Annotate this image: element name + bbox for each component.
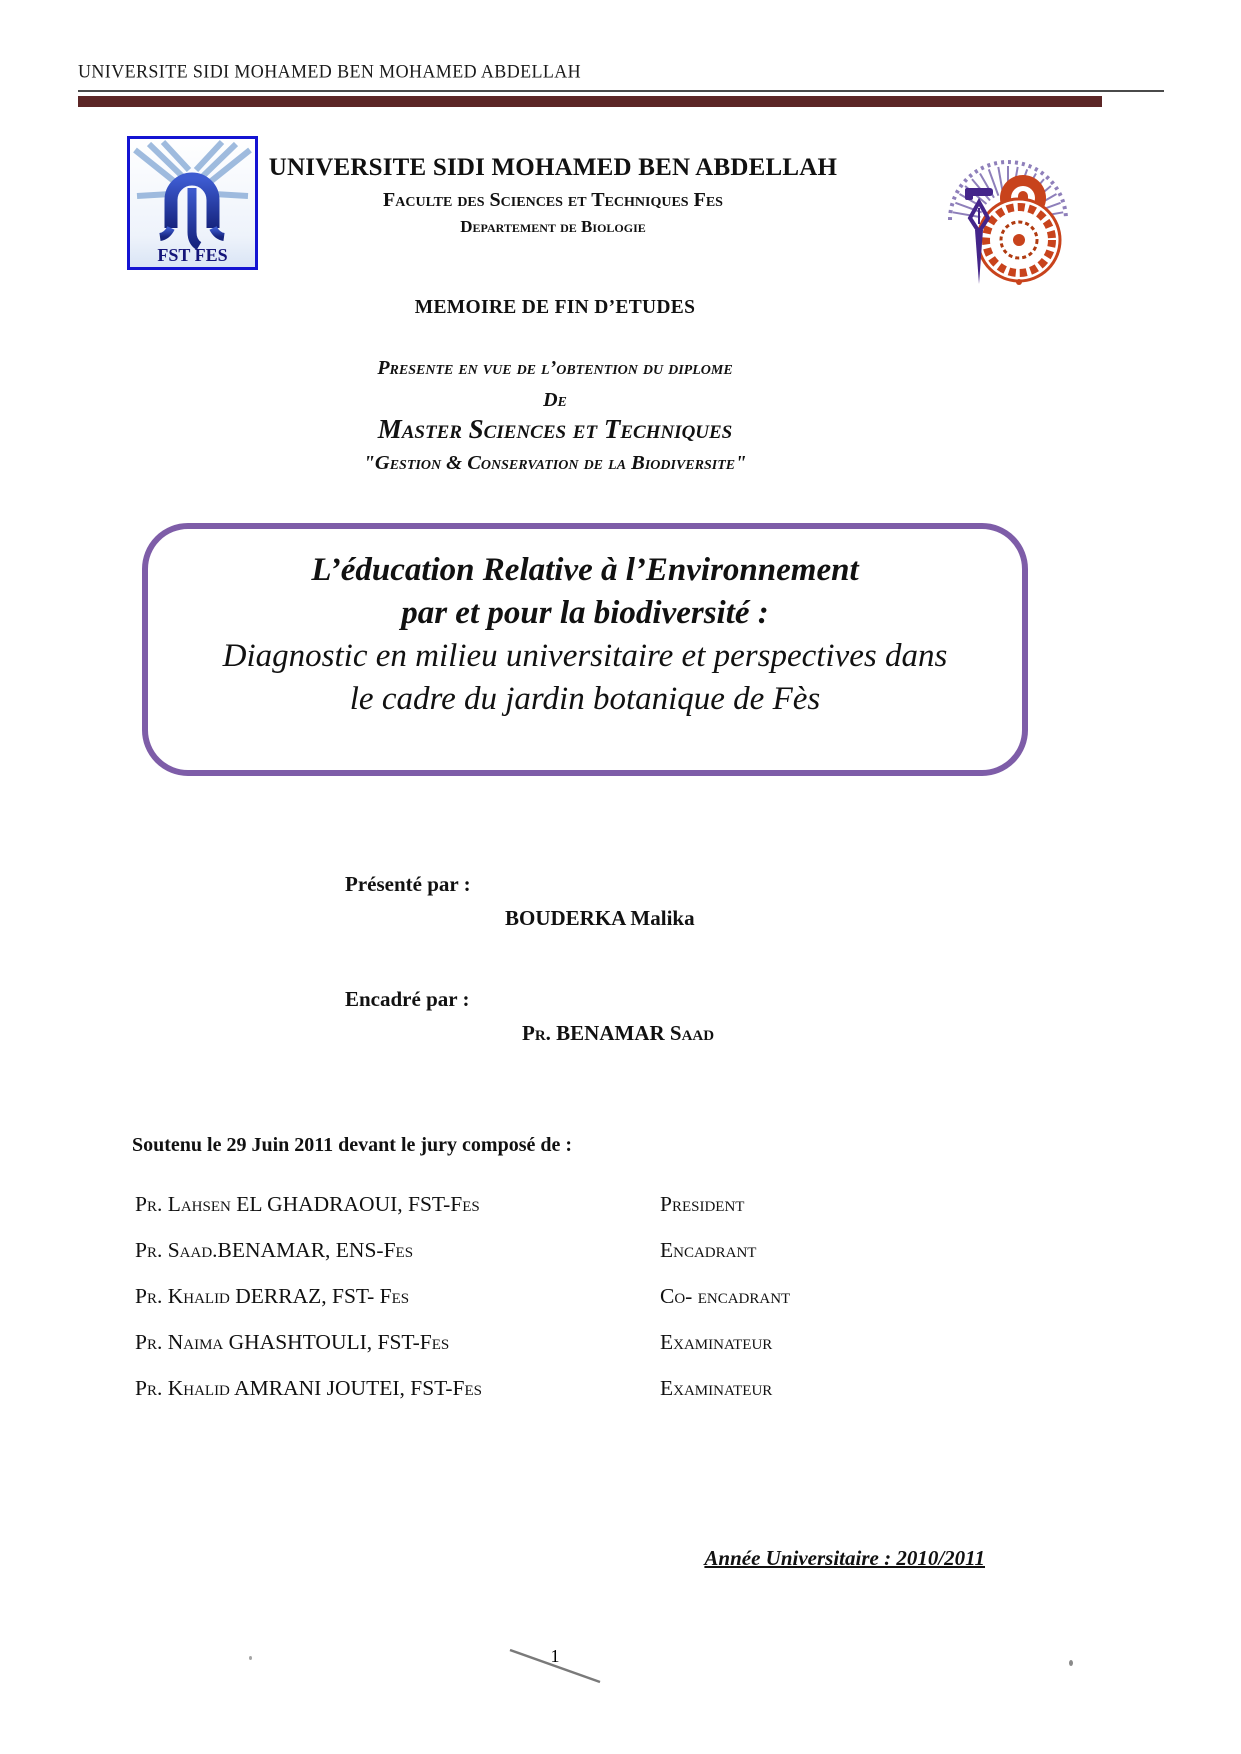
jury-member-role: Co- encadrant xyxy=(660,1284,791,1308)
logo-caption-text: FST FES xyxy=(157,245,228,265)
jury-member-role: Examinateur xyxy=(660,1330,773,1354)
memoire-option: "Gestion & Conservation de la Biodiversite" xyxy=(363,452,747,474)
jury-member-name: Pr. Lahsen EL GHADRAOUI, FST-Fes xyxy=(135,1192,480,1216)
header-rule-thin xyxy=(78,90,1164,92)
supervised-by-label: Encadré par : xyxy=(345,987,470,1011)
jury-member-name: Pr. Saad.BENAMAR, ENS-Fes xyxy=(135,1238,414,1262)
university-emblem xyxy=(922,124,1074,288)
thesis-title-box xyxy=(142,523,1028,776)
header-rule-thick xyxy=(78,96,1102,107)
jury-member-name: Pr. Khalid AMRANI JOUTEI, FST-Fes xyxy=(135,1376,482,1400)
jury-row xyxy=(135,1284,1035,1309)
jury-member-role: Encadrant xyxy=(660,1238,757,1262)
running-head-title: UNIVERSITE SIDI MOHAMED BEN MOHAMED ABDELLAH xyxy=(78,60,582,82)
thesis-title-line3: Diagnostic en milieu universitaire et perspectives dans xyxy=(222,638,948,674)
department-name: Departement de Biologie xyxy=(460,217,646,236)
academic-year: Année Universitaire : 2010/2011 xyxy=(704,1546,985,1570)
jury-row xyxy=(135,1330,1035,1355)
jury-member-name: Pr. Khalid DERRAZ, FST- Fes xyxy=(135,1284,410,1308)
jury-member-role: Examinateur xyxy=(660,1376,773,1400)
jury-row xyxy=(135,1376,1035,1401)
institution-block xyxy=(253,154,853,237)
jury-intro: Soutenu le 29 Juin 2011 devant le jury composé de : xyxy=(132,1134,573,1156)
supervisor-name: Pr. BENAMAR Saad xyxy=(522,1021,715,1045)
university-name: UNIVERSITE SIDI MOHAMED BEN ABDELLAH xyxy=(268,154,838,181)
jury-table xyxy=(135,1192,1035,1401)
memoire-heading: MEMOIRE DE FIN D’ETUDES xyxy=(414,297,696,318)
logo-arch xyxy=(160,179,224,246)
page-number: 1 xyxy=(550,1646,560,1666)
memoire-presented-for: Presente en vue de l’obtention du diplome xyxy=(377,357,733,379)
thesis-title-line2: par et pour la biodiversité : xyxy=(401,595,769,631)
footer-dot-left xyxy=(249,1656,252,1660)
jury-row xyxy=(135,1192,1035,1217)
presented-by-label: Présenté par : xyxy=(345,872,471,896)
jury-member-name: Pr. Naima GHASHTOULI, FST-Fes xyxy=(135,1330,450,1354)
footer-dot-right xyxy=(1069,1660,1073,1666)
jury-row xyxy=(135,1238,1035,1263)
fst-fes-logo xyxy=(127,136,258,270)
faculty-name: Faculte des Sciences et Techniques Fes xyxy=(383,189,723,211)
jury-member-role: President xyxy=(660,1192,745,1216)
thesis-title-line1: L’éducation Relative à l’Environnement xyxy=(311,552,859,588)
thesis-title-line4: le cadre du jardin botanique de Fès xyxy=(349,681,821,717)
memoire-degree: Master Sciences et Techniques xyxy=(377,414,733,444)
candidate-name: BOUDERKA Malika xyxy=(505,906,695,930)
memoire-of: De xyxy=(543,389,567,411)
